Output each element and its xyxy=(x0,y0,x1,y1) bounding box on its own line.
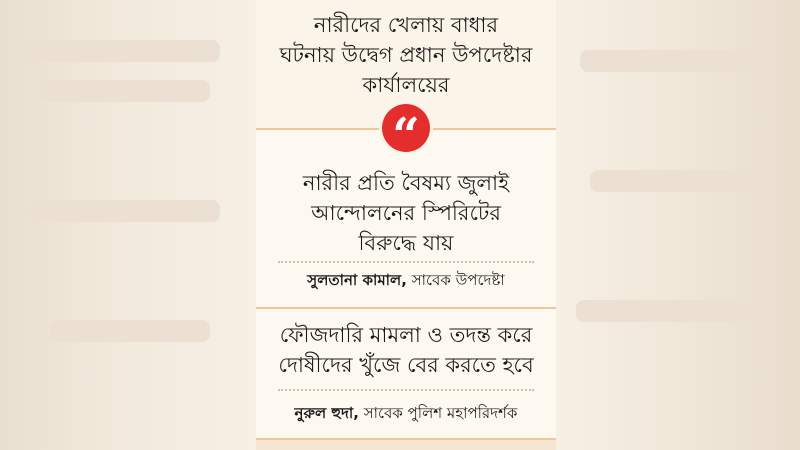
bottom-band xyxy=(256,438,556,450)
quote-icon: “ xyxy=(382,104,430,152)
speaker-name: নুরুল হুদা, xyxy=(294,404,359,422)
attribution xyxy=(256,270,556,290)
headline xyxy=(256,10,556,100)
quote-line: আন্দোলনের স্পিরিটের xyxy=(311,201,501,225)
blurred-background-right xyxy=(556,0,800,450)
quote-line: নারীর প্রতি বৈষম্য জুলাই xyxy=(302,171,510,195)
quote-text xyxy=(256,168,556,258)
headline-line: কার্যালয়ের xyxy=(362,73,450,97)
speaker-name: সুলতানা কামাল, xyxy=(307,271,407,289)
speaker-role: সাবেক উপদেষ্টা xyxy=(411,271,505,289)
headline-line: ঘটনায় উদ্বেগ প্রধান উপদেষ্টার xyxy=(279,43,533,67)
quote-line: দোষীদের খুঁজে বের করতে হবে xyxy=(278,353,534,377)
quote-text xyxy=(256,320,556,380)
headline-line: নারীদের খেলায় বাধার xyxy=(313,13,499,37)
speaker-role: সাবেক পুলিশ মহাপরিদর্শক xyxy=(363,404,518,422)
divider xyxy=(256,307,556,309)
blurred-background-left xyxy=(0,0,256,450)
attribution xyxy=(256,403,556,423)
dotted-divider xyxy=(278,261,534,263)
dotted-divider xyxy=(278,389,534,391)
quote-card xyxy=(256,0,556,450)
quote-line: বিরুদ্ধে যায় xyxy=(358,231,454,255)
quote-line: ফৌজদারি মামলা ও তদন্ত করে xyxy=(279,323,533,347)
